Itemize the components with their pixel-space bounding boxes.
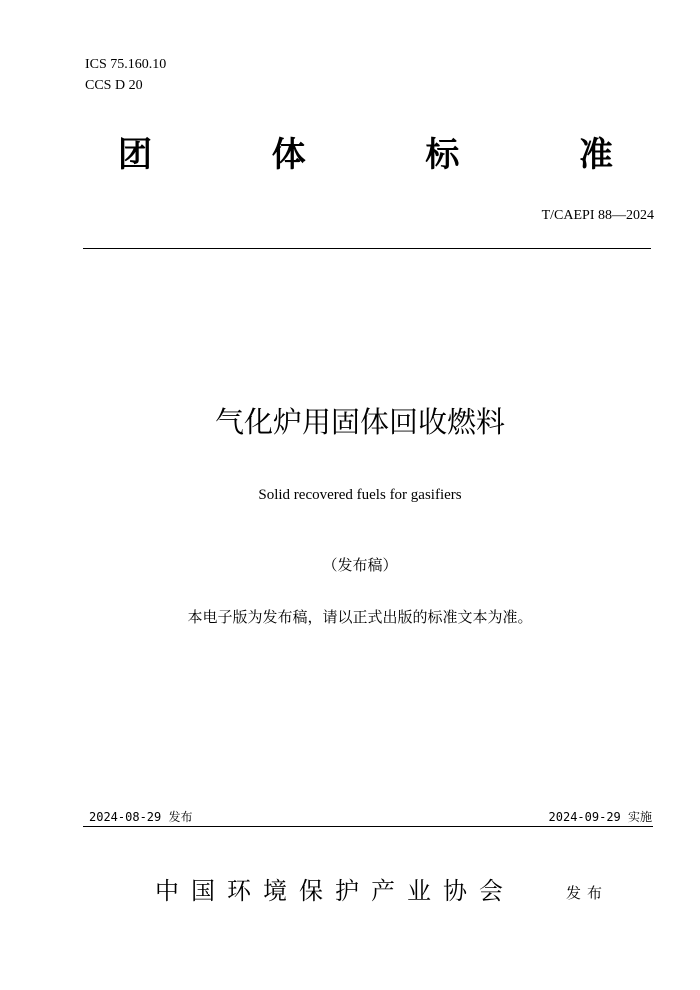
header-divider xyxy=(83,248,651,249)
title-english: Solid recovered fuels for gasifiers xyxy=(258,487,462,503)
ccs-code: CCS D 20 xyxy=(85,78,143,93)
title-chinese: 气化炉用固体回收燃料 xyxy=(214,405,505,439)
footer-divider xyxy=(83,826,653,827)
standard-type-heading xyxy=(118,133,613,177)
standard-number: T/CAEPI 88—2024 xyxy=(541,208,654,223)
ics-code: ICS 75.160.10 xyxy=(85,57,167,72)
standard-type-char-4: 准 xyxy=(578,135,613,175)
draft-label: （发布稿） xyxy=(322,558,398,574)
publish-date: 2024-08-29 发布 xyxy=(89,810,193,824)
issue-label: 发布 xyxy=(566,886,609,902)
implement-date: 2024-09-29 实施 xyxy=(548,810,652,824)
edition-notice: 本电子版为发布稿，请以正式出版的标准文本为准。 xyxy=(187,610,533,626)
standard-type-char-2: 体 xyxy=(271,135,306,175)
issuing-organization: 中国环境保护产业协会 xyxy=(155,879,515,905)
standard-type-char-1: 团 xyxy=(118,135,152,175)
standard-type-char-3: 标 xyxy=(425,135,460,175)
